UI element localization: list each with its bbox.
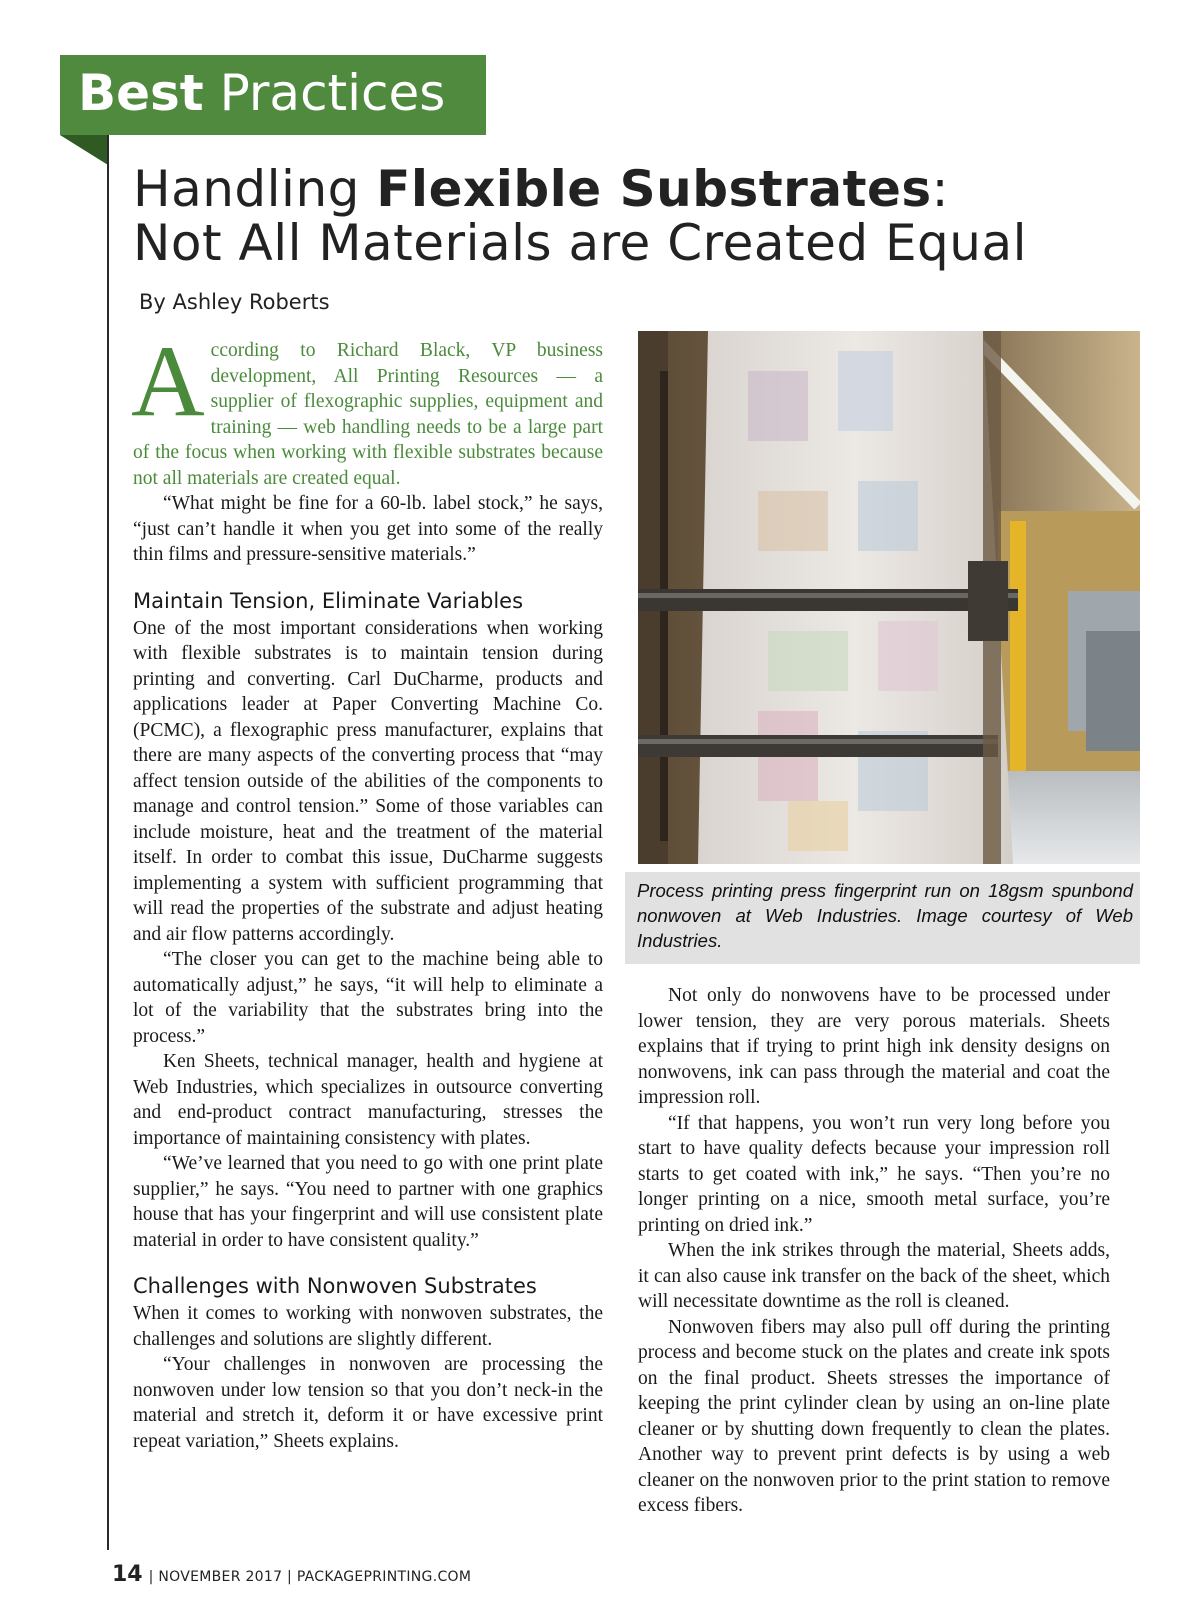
paragraph: “Your challenges in nonwoven are processing the nonwoven under low tension so that you don’t neck-in the material and stretch it, deform it or have excessive print repeat variation,” Sheets explains. xyxy=(133,1354,603,1452)
page-footer xyxy=(112,1562,471,1587)
press-photo-illustration xyxy=(638,331,1140,864)
issue-info: | NOVEMBER 2017 | PACKAGEPRINTING.COM xyxy=(148,1569,472,1585)
lede-paragraph xyxy=(131,325,603,491)
page-number: 14 xyxy=(112,1562,143,1587)
section-label-light: Practices xyxy=(219,64,446,122)
title-line1-colon: : xyxy=(931,160,950,218)
title-line1-bold: Flexible Substrates xyxy=(376,160,932,218)
caption-text: Process printing press fingerprint run on 18gsm spunbond nonwoven at Web Industries. Image courtesy of Web Industries. xyxy=(637,880,1133,951)
paragraph: Nonwoven fibers may also pull off during the printing process and become stuck on the plates and create ink spots on the final product. Sheets stresses the importance of keeping the print cylinder clean by using an on-line plate cleaner or by shutting down frequently to clean the plates. Another way to prevent print defects is by using a web cleaner on the nonwoven prior to the print station to remove excess fibers. xyxy=(638,1316,1110,1516)
section-banner xyxy=(60,55,486,135)
subheading-tension: Maintain Tension, Eliminate Variables xyxy=(133,588,524,613)
paragraph: “If that happens, you won’t run very long before you start to have quality defects because your impression roll starts to get coated with ink,” he says. “Then you’re no longer printing on a nice, smooth metal surface, you’re printing on dried ink.” xyxy=(638,1112,1110,1236)
paragraph: One of the most important considerations when working with flexible substrates is to maintain tension during printing and converting. Carl DuCharme, products and applications leader at Paper Converting Machine Co. (PCMC), a flexographic press manufacturer, explains that there are many aspects of the converting process that “may affect tension outside of the abilities of the components to manage and control tension.” Some of those variables can include moisture, heat and the treatment of the material itself. In order to combat this issue, DuCharme suggests implementing a system with sufficient programming that will read the properties of the substrate and adjust heating and air flow patterns accordingly. xyxy=(133,617,603,945)
drop-cap: A xyxy=(131,325,205,438)
lede-text: ccording to Richard Black, VP business development, All Printing Resources — a supplier of flexographic supplies, equipment and training — web handling needs to be a large part of the focus when working with flexible substrates because not all materials are created equal. xyxy=(133,340,603,489)
title-line1-light: Handling xyxy=(133,160,377,218)
section-label xyxy=(78,63,445,123)
paragraph: “We’ve learned that you need to go with one print plate supplier,” he says. “You need to partner with one graphics house that has your fingerprint and will use consistent plate material in order to have consistent quality.” xyxy=(133,1153,603,1251)
photo-caption xyxy=(625,872,1140,964)
paragraph: When it comes to working with nonwoven substrates, the challenges and solutions are slightly different. xyxy=(133,1303,603,1350)
paragraph: “What might be fine for a 60-lb. label stock,” he says, “just can’t handle it when you get into some of the really thin films and pressure-sensitive materials.” xyxy=(133,493,603,565)
paragraph: Not only do nonwovens have to be processed under lower tension, they are very porous materials. Sheets explains that if trying to print high ink density designs on nonwovens, ink can pass through the material and coat the impression roll. xyxy=(638,985,1110,1108)
banner-fold xyxy=(60,135,108,165)
subheading-nonwoven: Challenges with Nonwoven Substrates xyxy=(133,1274,537,1298)
paragraph: “The closer you can get to the machine being able to automatically adjust,” he says, “it will help to eliminate a lot of the variability that the substrates bring into the process.” xyxy=(133,949,603,1047)
title-line2: Not All Materials are Created Equal xyxy=(133,214,1028,272)
vertical-rule xyxy=(107,135,109,1550)
right-column xyxy=(638,983,1110,1519)
press-photo xyxy=(638,331,1140,864)
section-label-bold: Best xyxy=(78,64,204,122)
byline: By Ashley Roberts xyxy=(139,290,330,314)
paragraph: When the ink strikes through the material, Sheets adds, it can also cause ink transfer on the back of the sheet, which will necessitate downtime as the roll is cleaned. xyxy=(638,1240,1110,1312)
article-title xyxy=(133,162,1027,270)
paragraph: Ken Sheets, technical manager, health and hygiene at Web Industries, which specializes in outsource converting and end-product contract manufacturing, stresses the importance of maintaining consistency with plates. xyxy=(133,1051,603,1149)
left-column xyxy=(131,325,603,1454)
